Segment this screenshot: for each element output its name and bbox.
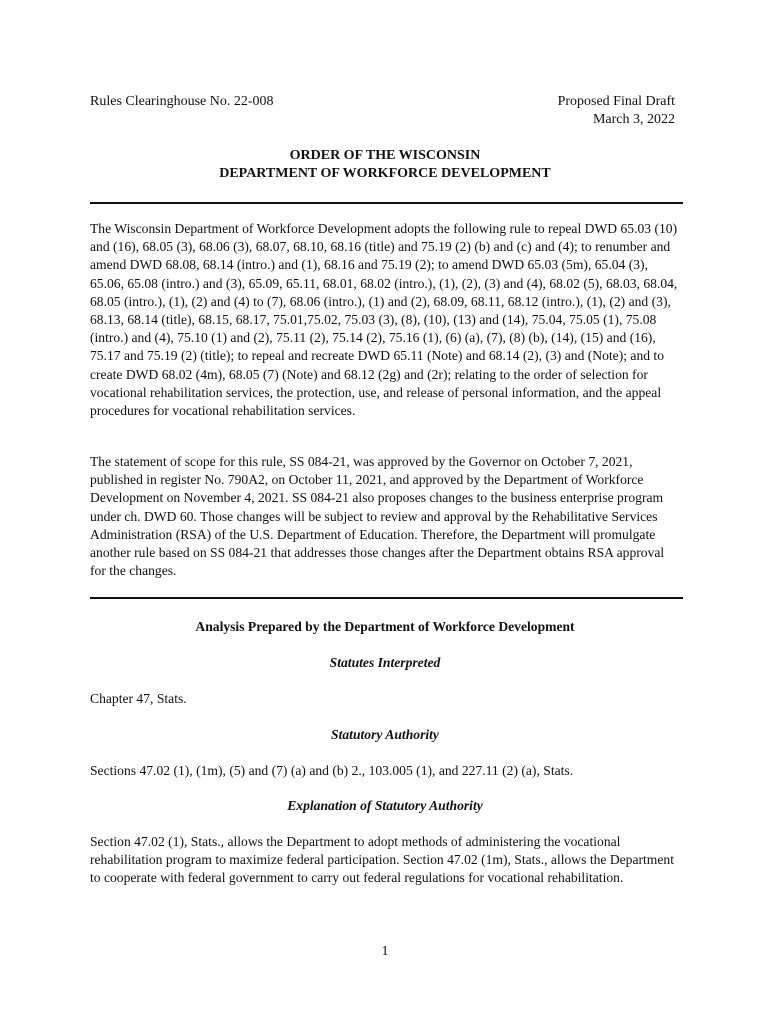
explanation-paragraph: Section 47.02 (1), Stats., allows the Department to adopt methods of administering the vocational rehabilitation program to maximize federal participation. Section 47.02 (1m), Stats., allows the Department to cooperate with federal government to carry out federal regulations for vocational rehabilitation.: [90, 834, 674, 886]
draft-status: Proposed Final Draft: [557, 94, 675, 109]
title-line-2: DEPARTMENT OF WORKFORCE DEVELOPMENT: [219, 166, 551, 181]
explanation-heading: Explanation of Statutory Authority: [287, 798, 483, 813]
statutory-authority-text: Sections 47.02 (1), (1m), (5) and (7) (a) and (b) 2., 103.005 (1), and 227.11 (2) (a), Stats.: [90, 763, 574, 778]
statutory-authority-heading: Statutory Authority: [331, 727, 439, 742]
draft-status-block: [558, 93, 675, 129]
scope-paragraph: The statement of scope for this rule, SS 084-21, was approved by the Governor on October 7, 2021, published in register No. 790A2, on October 11, 2021, and approved by the Department of Workforce Development on November 4, 2021. SS 084-21 also proposes changes to the business enterprise program under ch. DWD 60. Those changes will be subject to review and approval by the Rehabilitative Services Administration (RSA) of the U.S. Department of Education. Therefore, the Department will promulgate another rule based on SS 084-21 that addresses those changes after the Department obtains RSA approval for the changes.: [90, 454, 665, 579]
rules-clearinghouse-number: Rules Clearinghouse No. 22-008: [90, 94, 274, 109]
intro-paragraph: The Wisconsin Department of Workforce Development adopts the following rule to repeal DWD 65.03 (10) and (16), 68.05 (3), 68.06 (3), 68.07, 68.10, 68.16 (title) and 75.19 (2) (b) and (c) and (4); to renumber and amend DWD 68.08, 68.14 (intro.) and (1), 68.16 and 75.19 (2); to amend DWD 65.03 (5m), 65.04 (3), 65.06, 65.08 (intro.) and (3), 65.09, 65.11, 68.01, 68.02 (intro.), (1), (2), (3) and (4), 68.02 (5), 68.03, 68.04, 68.05 (intro.), (1), (2) and (4) to (7), 68.06 (intro.), (1) and (2), 68.09, 68.11, 68.12 (intro.), (1), (2) and (3), 68.13, 68.14 (title), 68.15, 68.17, 75.01,75.02, 75.03 (3), (8), (10), (13) and (14), 75.04, 75.05 (1), 75.08 (intro.) and (4), 75.10 (1) and (2), 75.11 (2), 75.14 (2), 75.16 (1), (6) (a), (7), (8) (b), (14), (15) and (16), 75.17 and 75.19 (2) (title); to repeal and recreate DWD 65.11 (Note) and 68.14 (2), (3) and (Note); and to create DWD 68.02 (4m), 68.05 (7) (Note) and 68.12 (2g) and (2r); relating to the order of selection for vocational rehabilitation services, the protection, use, and release of personal information, and the appeal procedures for vocational rehabilitation services.: [90, 221, 678, 419]
document-title: [90, 147, 680, 183]
page-number: 1: [381, 944, 389, 959]
statutes-interpreted-text: Chapter 47, Stats.: [90, 691, 187, 706]
analysis-divider: [90, 597, 683, 599]
title-line-1: ORDER OF THE WISCONSIN: [289, 148, 481, 163]
draft-date: March 3, 2022: [592, 112, 675, 127]
analysis-heading: Analysis Prepared by the Department of Workforce Development: [195, 619, 575, 634]
statutes-interpreted-heading: Statutes Interpreted: [329, 655, 441, 670]
title-divider: [90, 202, 683, 204]
